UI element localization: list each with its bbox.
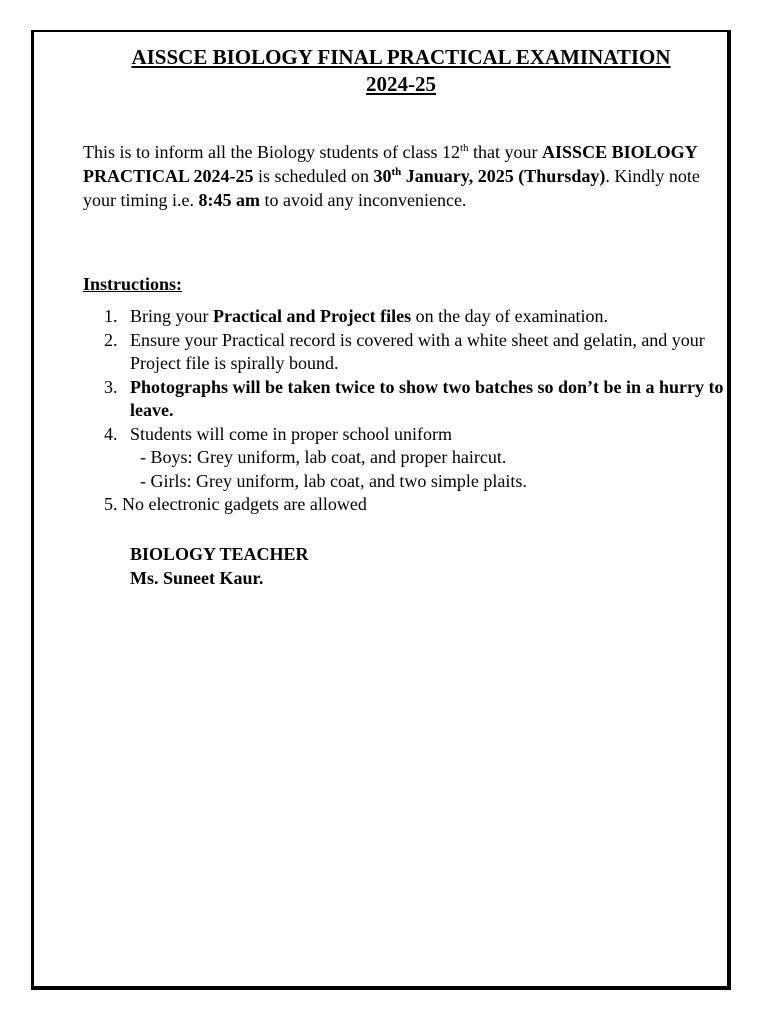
sub-item-girls: - Girls: Grey uniform, lab coat, and two simple plaits. bbox=[140, 470, 527, 491]
list-number: 1. bbox=[104, 306, 118, 326]
list-number: 2. bbox=[104, 329, 118, 350]
list-number: 3. bbox=[104, 376, 118, 397]
intro-text-5: to avoid any inconvenience. bbox=[260, 190, 467, 210]
signature-block bbox=[130, 542, 309, 590]
item-bold-text: Photographs will be taken twice to show two batches so don’t be in a hurry to leave. bbox=[130, 376, 724, 420]
intro-paragraph bbox=[83, 140, 723, 212]
item-text: Ensure your Practical record is covered with a white sheet and gelatin, and your Project file is spirally bound. bbox=[130, 329, 705, 373]
exam-date bbox=[374, 166, 606, 186]
list-number: 4. bbox=[104, 423, 118, 444]
exam-name: AISSCE BIOLOGY PRACTICAL 2024-25 bbox=[83, 142, 697, 186]
item-text: 5. No electronic gadgets are allowed bbox=[104, 494, 367, 514]
exam-date-sup: th bbox=[391, 166, 402, 178]
item-text: Bring your bbox=[130, 306, 213, 326]
list-item bbox=[104, 423, 734, 494]
signature-name: Ms. Suneet Kaur. bbox=[130, 568, 264, 588]
title-line-1: AISSCE BIOLOGY FINAL PRACTICAL EXAMINATION bbox=[131, 45, 671, 69]
intro-text-1: This is to inform all the Biology students of class 12 bbox=[83, 142, 460, 162]
intro-text-3: is scheduled on bbox=[253, 166, 374, 186]
exam-date-day: 30 bbox=[373, 166, 392, 186]
title-line-2: 2024-25 bbox=[366, 72, 436, 96]
instructions-list bbox=[104, 305, 734, 517]
sub-item-boys: - Boys: Grey uniform, lab coat, and proper haircut. bbox=[140, 447, 507, 467]
page-title bbox=[60, 44, 742, 98]
intro-text-2: that your bbox=[468, 142, 543, 162]
list-item bbox=[104, 493, 734, 517]
item-text: Students will come in proper school uniform bbox=[130, 423, 452, 444]
list-item bbox=[104, 329, 734, 376]
list-item bbox=[104, 305, 734, 329]
intro-text-4: . Kindly note your timing i.e. bbox=[83, 166, 700, 210]
exam-time: 8:45 am bbox=[198, 190, 260, 210]
item-bold-text: Practical and Project files bbox=[213, 306, 412, 326]
signature-role: BIOLOGY TEACHER bbox=[130, 544, 309, 564]
item-text: on the day of examination. bbox=[411, 306, 609, 326]
list-item bbox=[104, 376, 734, 423]
instructions-heading: Instructions: bbox=[83, 274, 183, 294]
intro-sup-1: th bbox=[459, 142, 469, 154]
exam-date-rest: January, 2025 (Thursday) bbox=[401, 166, 606, 186]
